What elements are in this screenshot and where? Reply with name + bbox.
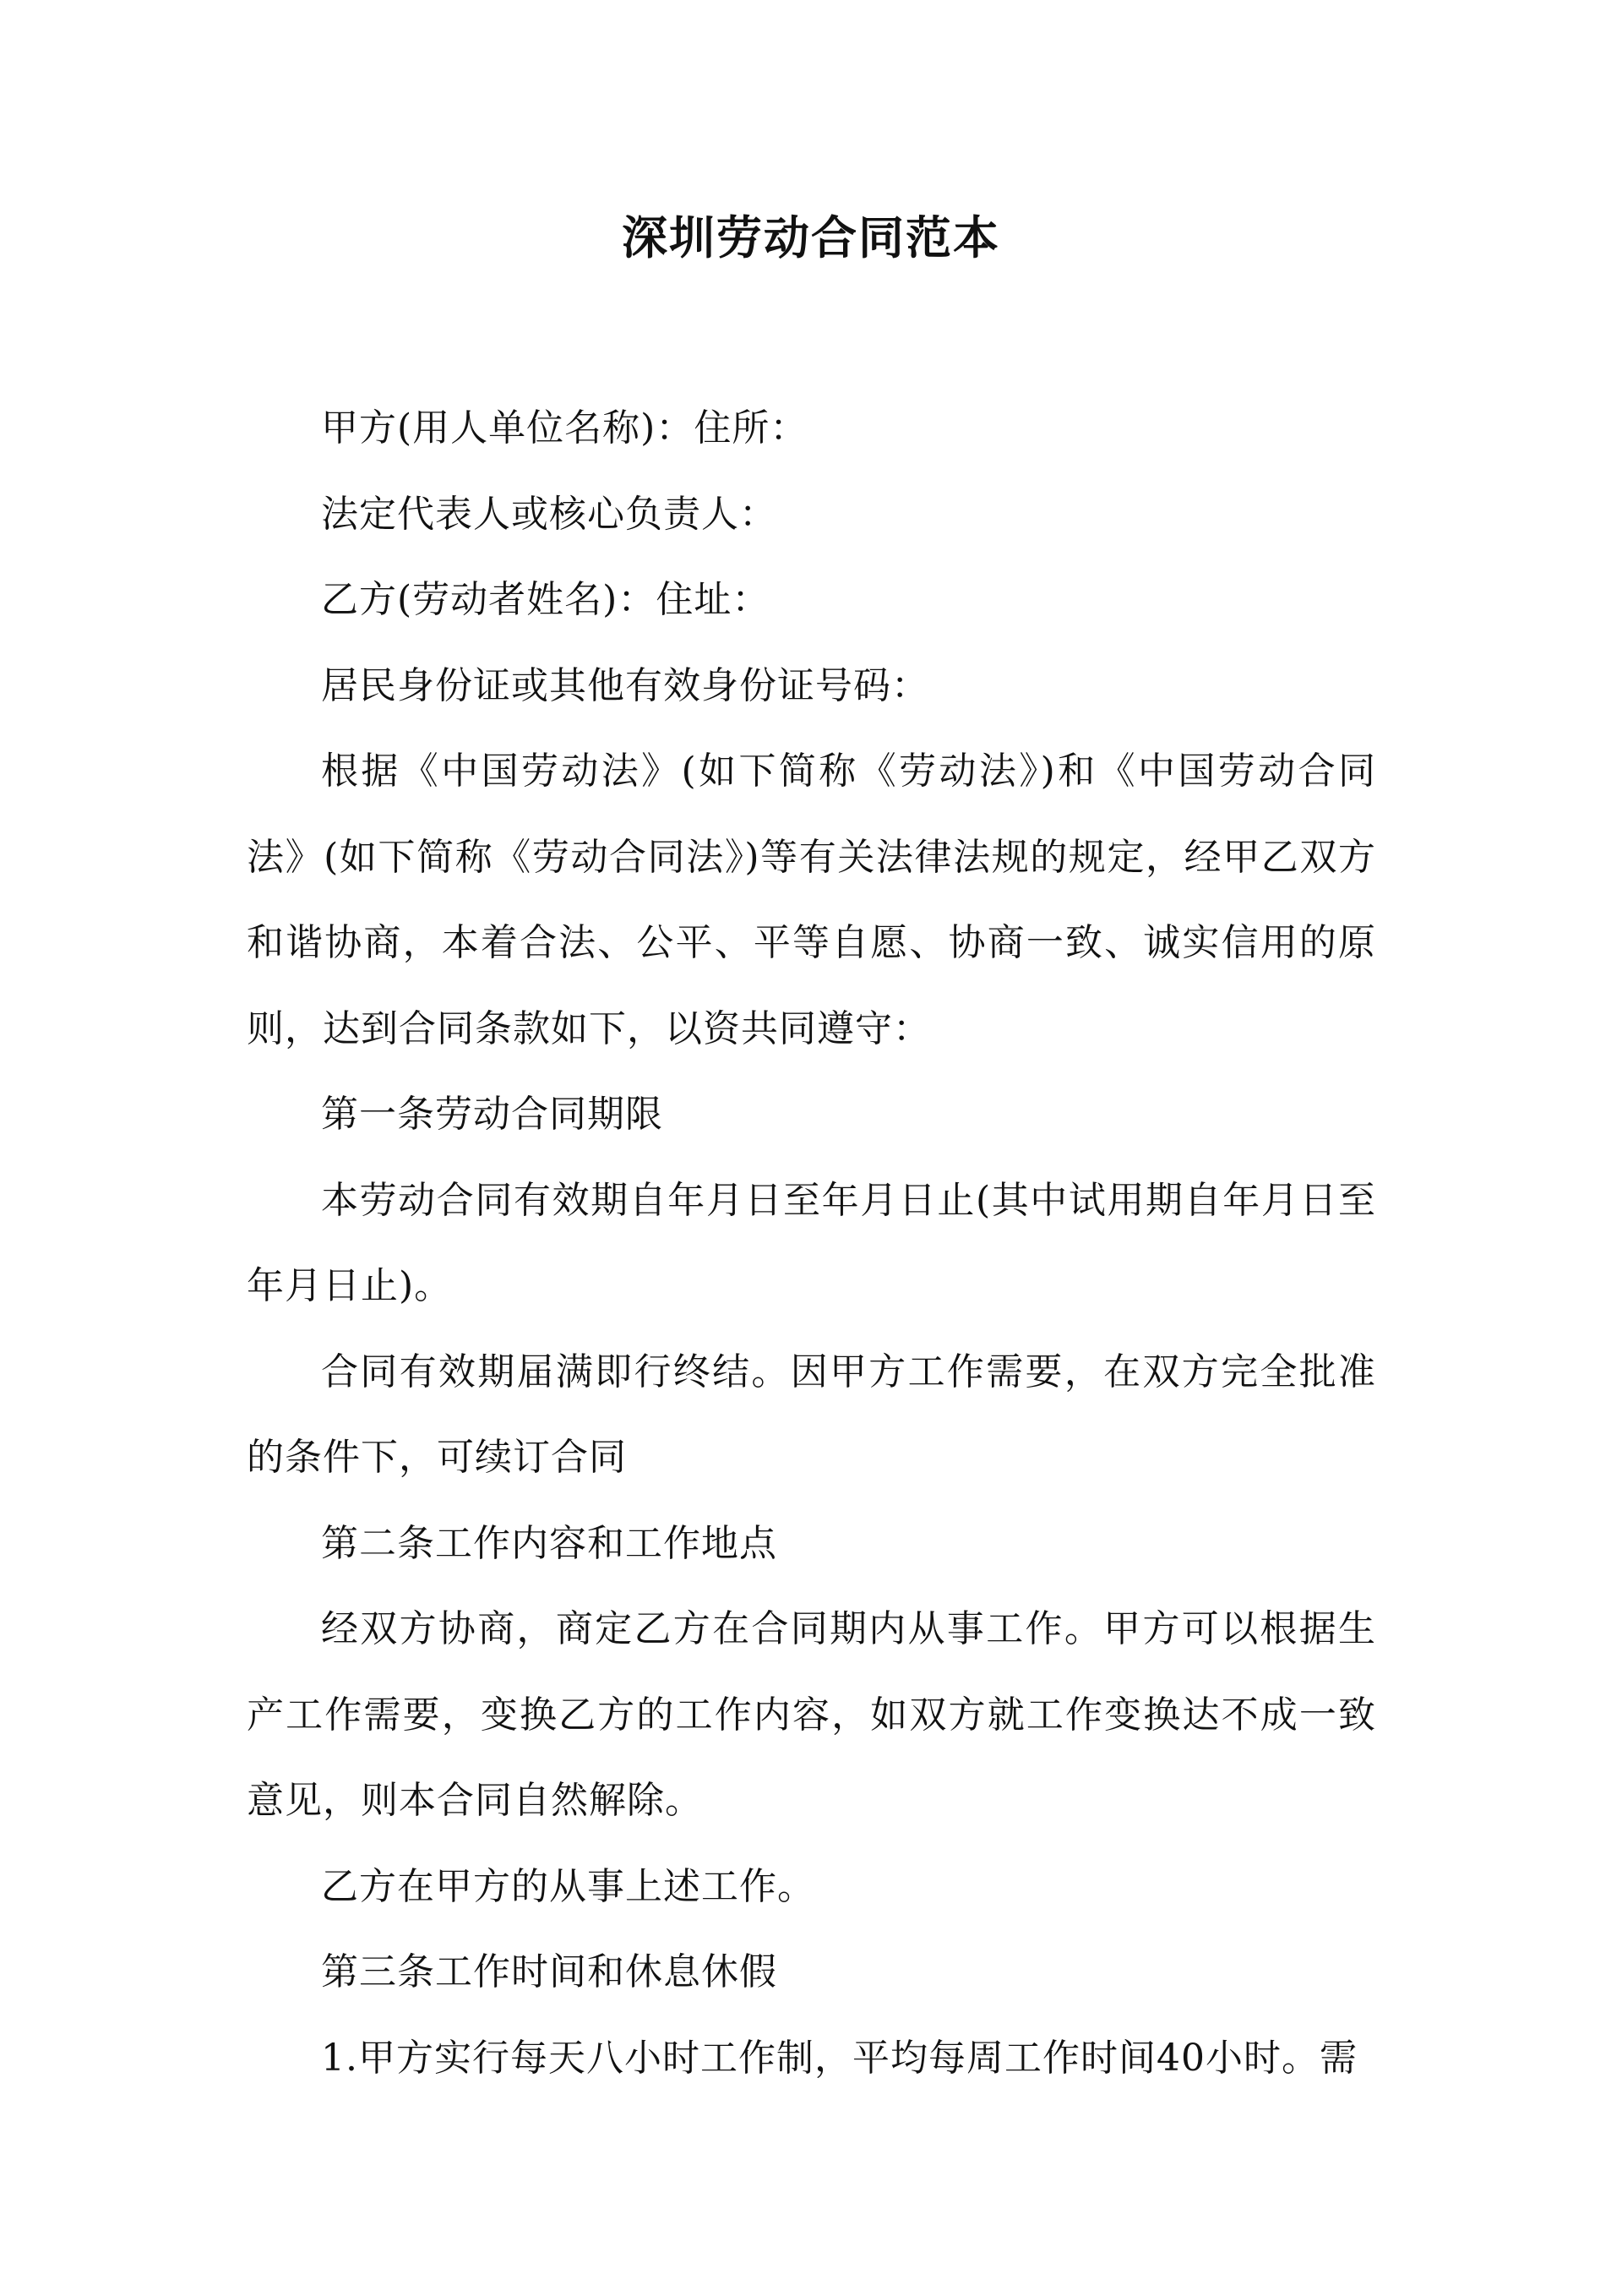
article-1-heading: 第一条劳动合同期限 [321, 1093, 663, 1136]
article-2-location-paragraph: 乙方在甲方的从事上述工作。 [321, 1864, 815, 1908]
article-2-heading: 第二条工作内容和工作地点 [321, 1521, 777, 1565]
legal-representative-line: 法定代表人或核心负责人： [321, 492, 777, 536]
party-b-line: 乙方(劳动者姓名)：住址： [321, 578, 770, 621]
id-number-line: 居民身份证或其他有效身份证号码： [321, 663, 929, 707]
article-3-heading: 第三条工作时间和休息休假 [321, 1950, 777, 1993]
article-3-item-1-paragraph: 1.甲方实行每天八小时工作制，平均每周工作时间40小时。需 [321, 2036, 1358, 2080]
document-body [247, 385, 1376, 2101]
preamble-paragraph: 根据《中国劳动法》(如下简称《劳动法》)和《中国劳动合同法》(如下简称《劳动合同法》)等有关法律法规的规定，经甲乙双方和谐协商，本着合法、公平、平等自愿、协商一致、诚实信用的原则，达到合同条款如下，以资共同遵守： [247, 750, 1376, 1050]
party-a-line: 甲方(用人单位名称)：住所： [321, 406, 808, 450]
article-2-content-paragraph: 经双方协商，商定乙方在合同期内从事工作。甲方可以根据生产工作需要，变换乙方的工作内容，如双方就工作变换达不成一致意见，则本合同自然解除。 [247, 1607, 1376, 1822]
article-1-term-paragraph: 本劳动合同有效期自年月日至年月日止(其中试用期自年月日至年月日止)。 [247, 1178, 1376, 1307]
document-title: 深圳劳动合同范本 [622, 210, 1000, 265]
article-1-renewal-paragraph: 合同有效期届满即行终结。因甲方工作需要，在双方完全批准的条件下，可续订合同 [247, 1350, 1376, 1479]
